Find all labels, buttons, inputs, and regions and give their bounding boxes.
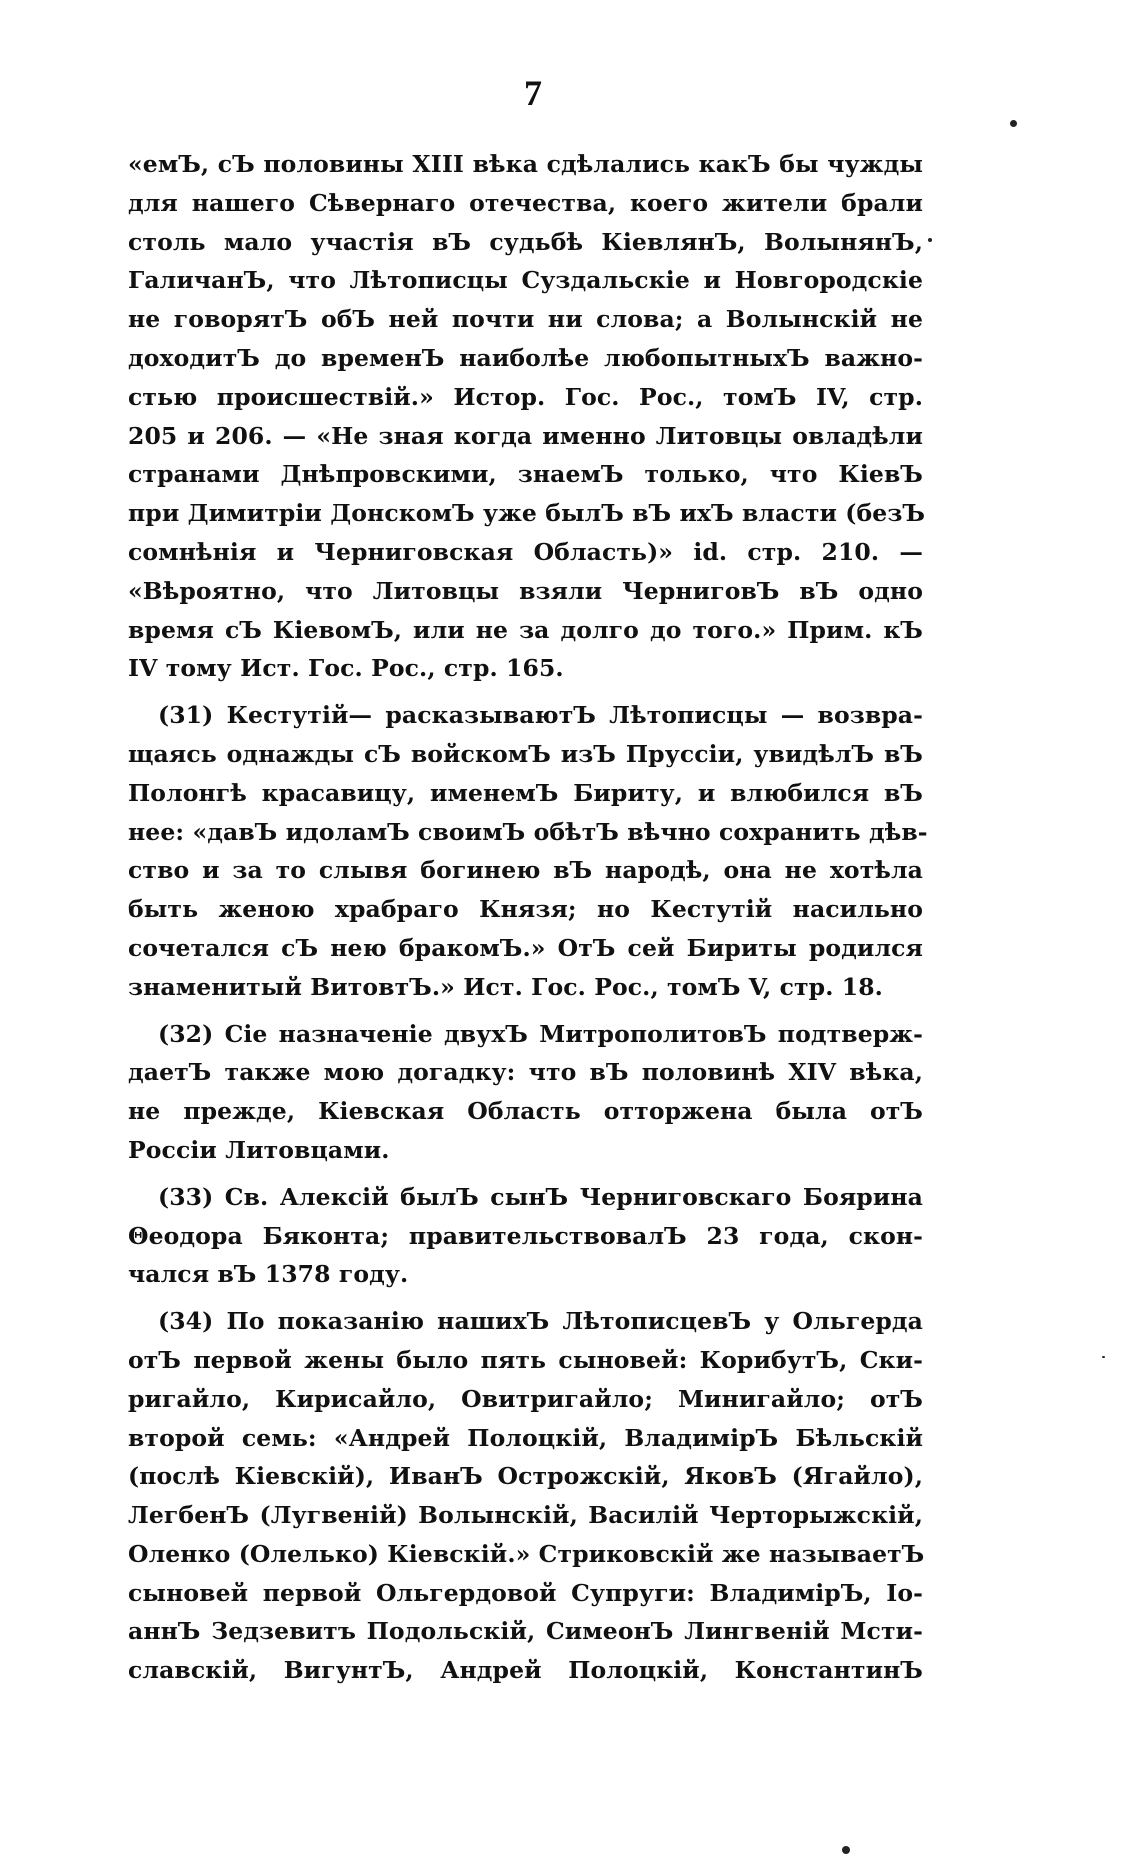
footnote-34-line: (34) По показанію нашихЪ ЛѣтописцевЪ у Ольгерда xyxy=(158,1307,923,1336)
scan-speck xyxy=(842,1846,850,1854)
text-line: быть женою храбраго Князя; но Кестутій насильно xyxy=(128,895,923,924)
text-line: доходитЪ до временЪ наиболѣе любопытныхЪ важно- xyxy=(128,343,923,372)
footnote-32-line: (32) Сіе назначеніе двухЪ МитрополитовЪ подтверж- xyxy=(158,1019,923,1048)
text-line: 205 и 206. — «Не зная когда именно Литовцы овладѣли xyxy=(128,421,923,450)
text-line: Θеодора Бяконта; правительствовалЪ 23 года, скон- xyxy=(128,1221,923,1250)
text-line: при Димитріи ДонскомЪ уже былЪ вЪ ихЪ власти (безЪ xyxy=(128,499,926,528)
text-line: «Вѣроятно, что Литовцы взяли ЧерниговЪ вЪ одно xyxy=(128,576,923,605)
text-line: аннЪ Зедзевитъ Подольскій, СимеонЪ Лингвеній Мсти- xyxy=(128,1617,923,1646)
text-line: столь мало участія вЪ судьбѣ КіевлянЪ, ВолынянЪ, xyxy=(128,227,923,256)
text-block xyxy=(128,145,928,1690)
text-line: Оленко (Олелько) Кіевскій.» Стриковскій же называетЪ xyxy=(128,1539,925,1568)
text-line: щаясь однажды сЪ войскомЪ изЪ Пруссіи, увидѣлЪ вЪ xyxy=(128,739,923,768)
text-line: славскій, ВигунтЪ, Андрей Полоцкій, КонстантинЪ xyxy=(128,1656,923,1685)
text-line: ство и за то слывя богинею вЪ народѣ, она не хотѣла xyxy=(128,856,923,885)
text-line: не прежде, Кіевская Область отторжена была отЪ xyxy=(128,1097,923,1126)
text-line: чался вЪ 1378 году. xyxy=(128,1260,409,1289)
text-line: сомнѣнія и Черниговская Область)» id. стр. 210. — xyxy=(128,537,923,566)
text-line: IV тому Ист. Гос. Рос., стр. 165. xyxy=(128,654,564,683)
text-line: время сЪ КіевомЪ, или не за долго до того.» Прим. кЪ xyxy=(128,615,923,644)
text-line: Россіи Литовцами. xyxy=(128,1135,390,1164)
text-line: знаменитый ВитовтЪ.» Ист. Гос. Рос., томЪ V, стр. 18. xyxy=(128,972,883,1001)
footnote-31-line: (31) Кестутій— расказываютЪ Лѣтописцы — возвра- xyxy=(158,701,923,730)
text-line: ригайло, Кирисайло, Овитригайло; Минигайло; отЪ xyxy=(128,1384,923,1413)
scan-speck xyxy=(1010,120,1017,127)
text-line: сыновей первой Ольгердовой Супруги: ВладимірЪ, Іо- xyxy=(128,1578,923,1607)
text-line: даетЪ также мою догадку: что вЪ половинѣ XIV вѣка, xyxy=(128,1058,923,1087)
text-line: ГаличанЪ, что Лѣтописцы Суздальскіе и Новгородскіе xyxy=(128,266,923,295)
text-line: Полонгѣ красавицу, именемЪ Бириту, и влюбился вЪ xyxy=(128,778,923,807)
text-line: стью происшествій.» Истор. Гос. Рос., томЪ IV, стр. xyxy=(128,382,923,411)
page-number: 7 xyxy=(524,73,542,113)
text-line: нее: «давЪ идоламЪ своимЪ обѣтЪ вѣчно сохранить дѣв- xyxy=(128,817,928,846)
scan-speck xyxy=(928,238,932,242)
scan-speck xyxy=(1102,1356,1105,1358)
text-line: сочетался сЪ нею бракомЪ.» ОтЪ сей Бириты родился xyxy=(128,933,923,962)
text-line: отЪ первой жены было пять сыновей: КорибутЪ, Ски- xyxy=(128,1345,923,1374)
text-line: «емЪ, сЪ половины XIII вѣка сдѣлались какЪ бы чужды xyxy=(128,150,923,178)
footnote-33-line: (33) Св. Алексій былЪ сынЪ Черниговскаго Боярина xyxy=(158,1182,923,1211)
text-line: ЛегбенЪ (Лугвеній) Волынскій, Василій Черторыжскій, xyxy=(128,1501,923,1530)
text-line: не говорятЪ обЪ ней почти ни слова; а Волынскій не xyxy=(128,305,923,334)
text-line: (послѣ Кіевскій), ИванЪ Острожскій, ЯковЪ (Ягайло), xyxy=(128,1462,923,1491)
text-line: для нашего Сѣвернаго отечества, коего жители брали xyxy=(128,188,923,217)
text-line: странами Днѣпровскими, знаемЪ только, что КіевЪ xyxy=(128,460,923,489)
text-line: второй семь: «Андрей Полоцкій, ВладимірЪ Бѣльскій xyxy=(128,1423,923,1452)
